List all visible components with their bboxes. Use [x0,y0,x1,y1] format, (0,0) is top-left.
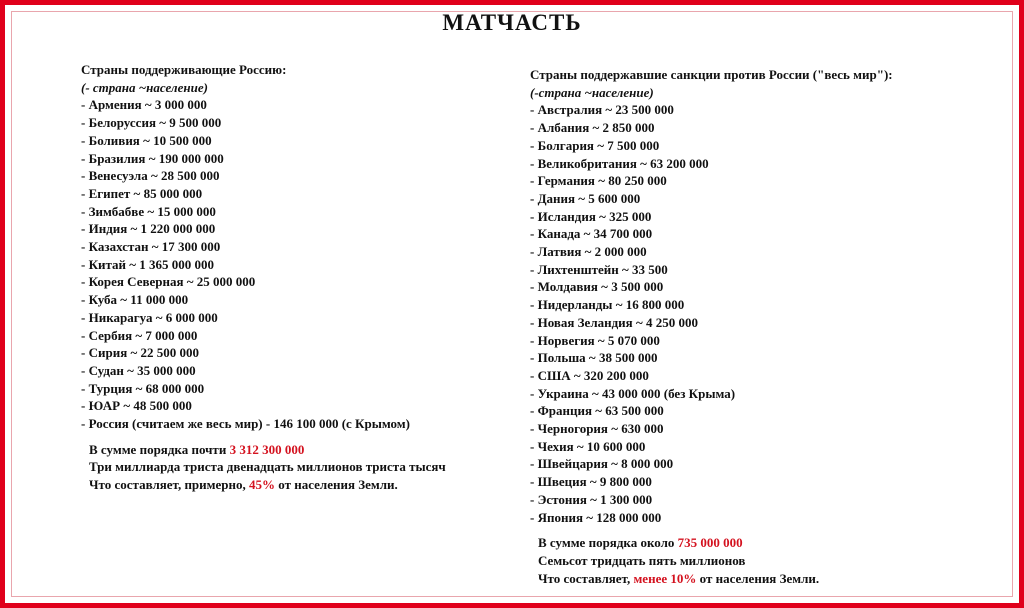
sanctioning-country-item: - Эстония ~ 1 300 000 [530,491,893,509]
supporting-sum-value: 3 312 300 000 [229,441,305,457]
supporting-country-item: - Куба ~ 11 000 000 [81,291,446,309]
sanctioning-country-item: - Лихтенштейн ~ 33 500 [530,261,893,279]
supporting-share-label: Что составляет, примерно, [89,477,249,493]
sanctioning-country-item: - Польша ~ 38 500 000 [530,349,893,367]
sanctioning-country-item: - Черногория ~ 630 000 [530,420,893,438]
supporting-country-item: - Египет ~ 85 000 000 [81,185,446,203]
supporting-heading: Страны поддерживающие Россию: [81,62,287,77]
sanctioning-share-line [530,570,893,588]
sanctioning-subheading: (-страна ~население) [530,84,654,100]
supporting-country-item: - Казахстан ~ 17 300 000 [81,238,446,256]
sanctioning-country-item: - Норвегия ~ 5 070 000 [530,332,893,350]
supporting-country-item: - Сирия ~ 22 500 000 [81,344,446,362]
supporting-country-item: - Белоруссия ~ 9 500 000 [81,114,446,132]
supporting-country-item: - Никарагуа ~ 6 000 000 [81,309,446,327]
supporting-country-item: - ЮАР ~ 48 500 000 [81,397,446,415]
sanctioning-country-item: - Молдавия ~ 3 500 000 [530,278,893,296]
supporting-country-item: - Судан ~ 35 000 000 [81,362,446,380]
sanctioning-countries-column [530,66,893,587]
supporting-sum-words: Три миллиарда триста двенадцать миллионов триста тысяч [89,459,446,475]
sanctioning-country-item: - Исландия ~ 325 000 [530,208,893,226]
sanctioning-heading: Страны поддержавшие санкции против России ("весь мир"): [530,67,893,82]
sanctioning-sum-line [530,534,893,552]
sanctioning-country-item: - Албания ~ 2 850 000 [530,119,893,137]
sanctioning-country-item: - Япония ~ 128 000 000 [530,509,893,527]
sanctioning-country-item: - Украина ~ 43 000 000 (без Крыма) [530,385,893,403]
supporting-share-value: 45% [249,477,275,493]
supporting-countries-column [81,61,446,494]
supporting-country-item: - Сербия ~ 7 000 000 [81,327,446,345]
sanctioning-country-item: - Новая Зеландия ~ 4 250 000 [530,314,893,332]
sanctioning-share-suffix: от населения Земли. [696,570,820,586]
sanctioning-country-item: - Чехия ~ 10 600 000 [530,438,893,456]
supporting-country-item: - Индия ~ 1 220 000 000 [81,220,446,238]
sanctioning-country-item: - Франция ~ 63 500 000 [530,402,893,420]
supporting-country-item: - Корея Северная ~ 25 000 000 [81,273,446,291]
sanctioning-country-list [530,101,893,526]
supporting-country-item: - Зимбабве ~ 15 000 000 [81,203,446,221]
supporting-country-item: - Боливия ~ 10 500 000 [81,132,446,150]
sanctioning-sum-words: Семьсот тридцать пять миллионов [538,552,746,568]
sanctioning-country-item: - Латвия ~ 2 000 000 [530,243,893,261]
sanctioning-country-item: - Нидерланды ~ 16 800 000 [530,296,893,314]
page-title: МАТЧАСТЬ [442,10,582,35]
supporting-country-item: - Россия (считаем же весь мир) - 146 100 000 (с Крымом) [81,415,446,433]
supporting-subheading: (- страна ~население) [81,79,208,95]
sanctioning-sum-label: В сумме порядка около [538,535,678,551]
sanctioning-country-item: - Канада ~ 34 700 000 [530,225,893,243]
supporting-country-item: - Бразилия ~ 190 000 000 [81,150,446,168]
supporting-sum-label: В сумме порядка почти [89,441,230,457]
supporting-country-item: - Китай ~ 1 365 000 000 [81,256,446,274]
sanctioning-country-item: - Австралия ~ 23 500 000 [530,101,893,119]
supporting-share-suffix: от населения Земли. [275,477,398,493]
sanctioning-country-item: - Германия ~ 80 250 000 [530,172,893,190]
sanctioning-share-value: менее 10% [633,570,697,586]
sanctioning-share-label: Что составляет, [538,570,634,586]
sanctioning-country-item: - Дания ~ 5 600 000 [530,190,893,208]
sanctioning-sum-value: 735 000 000 [677,535,743,551]
supporting-country-item: - Турция ~ 68 000 000 [81,380,446,398]
supporting-country-item: - Венесуэла ~ 28 500 000 [81,167,446,185]
supporting-share-line [81,476,446,494]
sanctioning-country-item: - Великобритания ~ 63 200 000 [530,155,893,173]
supporting-sum-line [81,441,446,459]
supporting-country-list [81,96,446,432]
sanctioning-country-item: - Швейцария ~ 8 000 000 [530,455,893,473]
sanctioning-country-item: - США ~ 320 200 000 [530,367,893,385]
sanctioning-country-item: - Швеция ~ 9 800 000 [530,473,893,491]
sanctioning-country-item: - Болгария ~ 7 500 000 [530,137,893,155]
supporting-country-item: - Армения ~ 3 000 000 [81,96,446,114]
